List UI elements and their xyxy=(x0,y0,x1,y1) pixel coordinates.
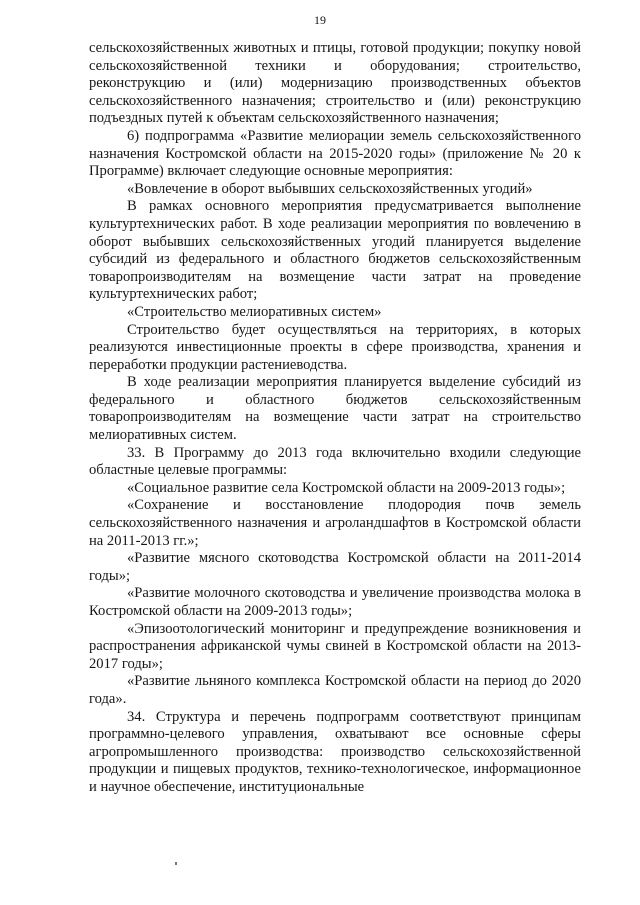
program-list-item: «Развитие мясного скотоводства Костромской области на 2011-2014 годы»; xyxy=(89,550,581,584)
paragraph-activity-title: «Вовлечение в оборот выбывших сельскохозяйственных угодий» xyxy=(127,180,533,197)
paragraph-section-34: 34. Структура и перечень подпрограмм соответствуют принципам программно-целевого управления, охватывают все основные сферы агропромышленного производства: производство сельскохозяйственной продукции и пищевых продуктов, технико-технологическое, информационное и научное обеспечение, институциональные xyxy=(89,708,581,795)
program-list-item: «Социальное развитие села Костромской области на 2009-2013 годы»; xyxy=(127,479,566,496)
paragraph-continuation: сельскохозяйственных животных и птицы, готовой продукции; покупку новой сельскохозяйственной техники и оборудования; строительство, реконструкцию и (или) модернизацию производственных объектов сельскохозяйственного назначения; строительство и (или) реконструкцию подъездных путей к объектам сельскохозяйственного назначения; xyxy=(89,40,581,127)
paragraph: Строительство будет осуществляться на территориях, в которых реализуются инвестиционные проекты в сфере производства, хранения и переработки продукции растениеводства. xyxy=(89,321,581,373)
paragraph: В рамках основного мероприятия предусматривается выполнение культуртехнических работ. В ходе реализации мероприятия по вовлечению в оборот выбывших сельскохозяйственных угодий планируется выделение субсидий из федерального и областного бюджетов сельскохозяйственным товаропроизводителям на возмещение части затрат на проведение культуртехнических работ; xyxy=(89,198,581,303)
program-list-item: «Эпизоотологический мониторинг и предупреждение возникновения и распространения африканской чумы свиней в Костромской области на 2013-2017 годы»; xyxy=(89,620,581,672)
paragraph: В ходе реализации мероприятия планируется выделение субсидий из федерального и областного бюджетов сельскохозяйственным товаропроизводителям на возмещение части затрат на строительство мелиоративных систем. xyxy=(89,374,581,444)
program-list-item: «Сохранение и восстановление плодородия почв земель сельскохозяйственного назначения и агроландшафтов в Костромской области на 2011-2013 гг.»; xyxy=(89,497,581,549)
scan-artifact xyxy=(175,862,177,865)
program-list-item: «Развитие льняного комплекса Костромской области на период до 2020 года». xyxy=(89,673,581,707)
page-number: 19 xyxy=(314,13,326,27)
program-list-item: «Развитие молочного скотоводства и увеличение производства молока в Костромской области на 2009-2013 годы»; xyxy=(89,585,581,619)
paragraph-subprogram-6: 6) подпрограмма «Развитие мелиорации земель сельскохозяйственного назначения Костромской области на 2015-2020 годы» (приложение № 20 к Программе) включает следующие основные мероприятия: xyxy=(89,127,581,180)
paragraph-activity-title: «Строительство мелиоративных систем» xyxy=(127,303,382,320)
paragraph-section-33: 33. В Программу до 2013 года включительно входили следующие областные целевые программы: xyxy=(89,444,581,479)
document-body xyxy=(89,40,581,797)
